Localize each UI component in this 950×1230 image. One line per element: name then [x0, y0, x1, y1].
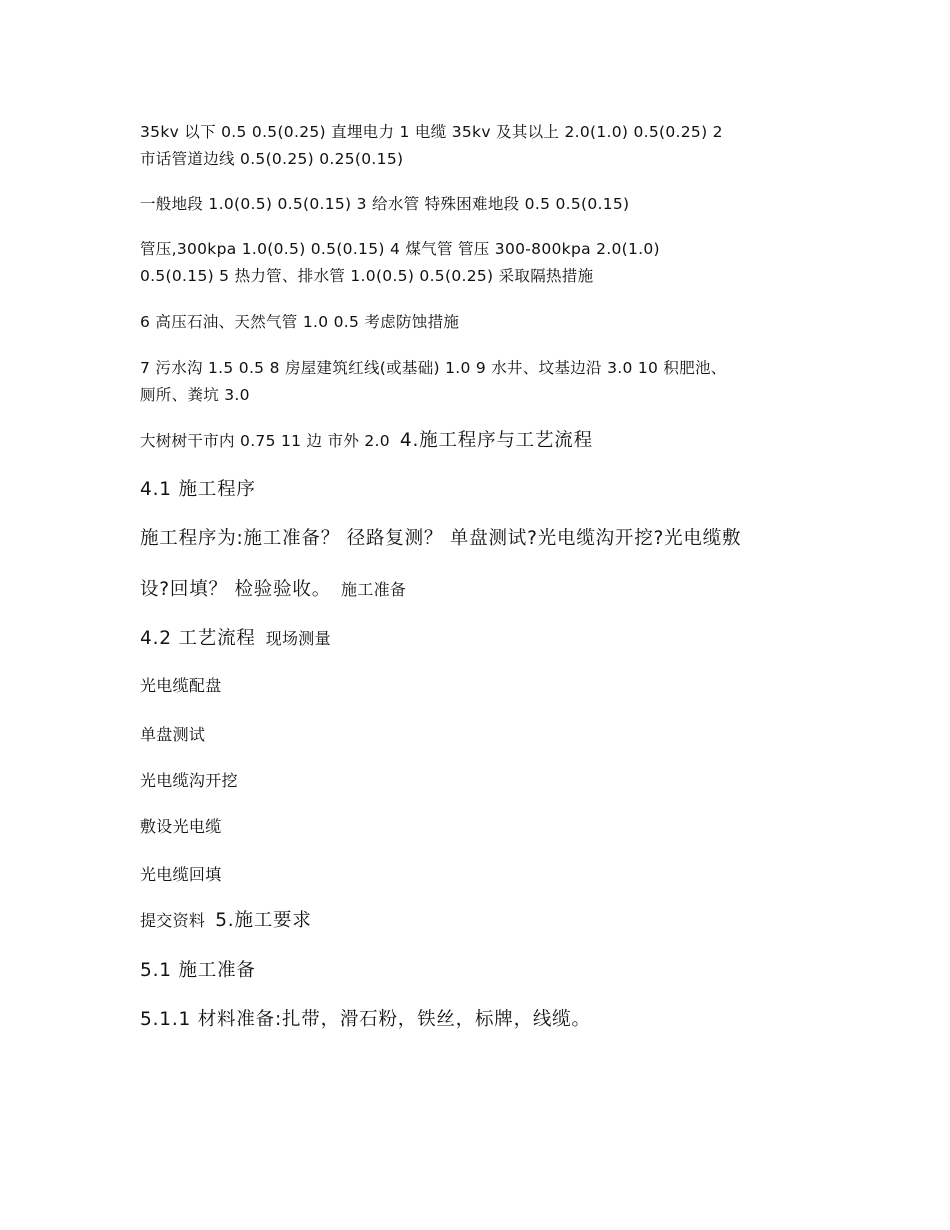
table-text-line-2: 市话管道边线 0.5(0.25) 0.25(0.15) [140, 150, 404, 168]
table-text-line-4: 管压,300kpa 1.0(0.5) 0.5(0.15) 4 煤气管 管压 300-800kpa 2.0(1.0) [140, 240, 660, 258]
flow-step-backfill: 光电缆回填 [140, 865, 222, 884]
table-text-line-5: 0.5(0.15) 5 热力管、排水管 1.0(0.5) 0.5(0.25) 采取隔热措施 [140, 267, 594, 285]
table-text-line-6: 6 高压石油、天然气管 1.0 0.5 考虑防蚀措施 [140, 313, 460, 331]
flow-step-cable-allocation: 光电缆配盘 [140, 676, 222, 695]
flow-step-trench-excavation: 光电缆沟开挖 [140, 771, 238, 790]
table-text-line-8: 厕所、粪坑 3.0 [140, 386, 250, 404]
section-heading-4: 4.施工程序与工艺流程 [399, 430, 593, 451]
table-text-line-1: 35kv 以下 0.5 0.5(0.25) 直埋电力 1 电缆 35kv 及其以上 2.0(1.0) 0.5(0.25) 2 [140, 123, 723, 141]
line-with-flow-step [140, 575, 406, 601]
table-text-line-9: 大树树干市内 0.75 11 边 市外 2.0 [140, 432, 390, 450]
flow-step-submit-docs: 提交资料 [140, 911, 206, 930]
flow-step-cable-laying: 敷设光电缆 [140, 817, 222, 836]
table-text-line-3: 一般地段 1.0(0.5) 0.5(0.15) 3 给水管 特殊困难地段 0.5 0.5(0.15) [140, 195, 630, 213]
subsection-heading-5-1: 5.1 施工准备 [140, 960, 256, 981]
flow-step-reel-test: 单盘测试 [140, 725, 206, 744]
line-with-section-heading [140, 426, 593, 452]
line-with-section-heading [140, 906, 312, 932]
section-heading-5: 5.施工要求 [215, 910, 312, 931]
subsection-heading-4-2: 4.2 工艺流程 [140, 628, 256, 649]
flow-step-survey: 现场测量 [265, 629, 331, 648]
line-with-flow-step [140, 624, 331, 650]
clause-5-1-1: 5.1.1 材料准备:扎带，滑石粉，铁丝，标牌，线缆。 [140, 1009, 591, 1030]
table-text-line-7: 7 污水沟 1.5 0.5 8 房屋建筑红线(或基础) 1.0 9 水井、坟基边沿 3.0 10 积肥池、 [140, 359, 727, 377]
body-paragraph-line-1: 施工程序为:施工准备？ 径路复测？ 单盘测试?光电缆沟开挖?光电缆敷 [140, 528, 742, 549]
body-paragraph-line-2: 设?回填？ 检验验收。 [140, 579, 332, 600]
flow-step-prepare: 施工准备 [341, 580, 407, 599]
subsection-heading-4-1: 4.1 施工程序 [140, 479, 256, 500]
